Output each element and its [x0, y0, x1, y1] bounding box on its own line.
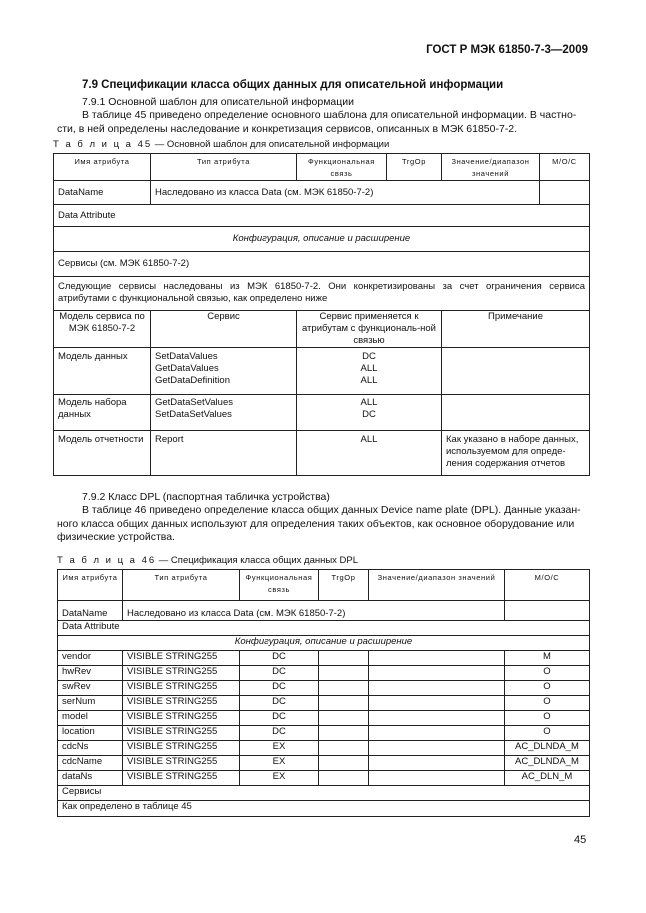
table-46-caption: [57, 555, 358, 566]
table-row: Сервисы: [58, 786, 590, 801]
table-45-header-row: [54, 154, 590, 181]
table-row: location VISIBLE STRING255 DC O: [58, 726, 590, 741]
subsection-title-1: 7.9.1 Основной шаблон для описательной информации: [82, 96, 355, 108]
table-row: swRev VISIBLE STRING255 DC O: [58, 681, 590, 696]
paragraph-2-line-3: физические устройства.: [57, 531, 175, 543]
table-45-label: Т а б л и ц а 45: [53, 139, 153, 150]
page-header: ГОСТ Р МЭК 61850-7-3—2009: [426, 44, 588, 56]
table-row: Сервисы (см. МЭК 61850-7-2): [54, 252, 590, 277]
table-46-label: Т а б л и ц а 46: [57, 555, 157, 566]
table-row: DataName Наследовано из класса Data (см. МЭК 61850-7-2): [54, 181, 590, 205]
table-46-header-row: Имя атрибута Тип атрибута Функциональная связь TrgOp Значение/диапазон значений M/O/C: [58, 570, 590, 601]
col-fc: Функциональная связь: [297, 154, 387, 181]
table-45-caption-text: — Основной шаблон для описательной информации: [152, 139, 390, 150]
table-row: Следующие сервисы наследованы из МЭК 61850-7-2. Они конкретизированы за счет ограничения сервиса атрибутами с функциональной связью, как определено ниже: [54, 277, 590, 311]
paragraph-2-line-1: В таблице 46 приведено определение класса общих данных Device name plate (DPL). Данные указан-: [82, 504, 581, 516]
service-header-row: Модель сервиса по МЭК 61850-7-2 Сервис Сервис применяется к атрибутам с функциональ-ной связью Примечание: [54, 311, 590, 348]
table-row: Конфигурация, описание и расширение: [54, 227, 590, 252]
table-45: [53, 153, 590, 476]
table-row: Конфигурация, описание и расширение: [58, 636, 590, 651]
col-trgop: TrgOp: [387, 154, 442, 181]
table-46: [57, 569, 590, 817]
paragraph-1-line-1: В таблице 45 приведено определение основного шаблона для описательной информации. В частно-: [82, 109, 577, 121]
subsection-title-2: 7.9.2 Класс DPL (паспортная табличка устройства): [82, 491, 330, 503]
paragraph-2-line-2: ного класса общих данных используют для определения таких объектов, как основное оборудование или: [57, 518, 575, 530]
table-row: cdcName VISIBLE STRING255 EX AC_DLNDA_M: [58, 756, 590, 771]
service-row: Модель отчетности Report ALL Как указано в наборе данных, используемом для опреде-ления содержания отчетов: [54, 431, 590, 476]
col-attr-type: Тип атрибута: [151, 154, 297, 181]
table-row: cdcNs VISIBLE STRING255 EX AC_DLNDA_M: [58, 741, 590, 756]
table-row: Как определено в таблице 45: [58, 801, 590, 817]
table-row: DataName Наследовано из класса Data (см. МЭК 61850-7-2): [58, 601, 590, 621]
section-title: 7.9 Спецификации класса общих данных для описательной информации: [82, 79, 504, 91]
table-row: vendor VISIBLE STRING255 DC M: [58, 651, 590, 666]
col-moc: M/O/C: [540, 154, 590, 181]
page-number: 45: [574, 834, 587, 846]
table-row: model VISIBLE STRING255 DC O: [58, 711, 590, 726]
table-row: Data Attribute: [54, 205, 590, 227]
table-46-caption-text: — Спецификация класса общих данных DPL: [156, 555, 359, 566]
service-row: Модель набора данных GetDataSetValues SetDataSetValues ALL DC: [54, 395, 590, 431]
paragraph-1-line-2: сти, в ней определены наследование и конкретизация сервисов, описанных в МЭК 61850-7-2.: [57, 123, 518, 135]
table-45-caption: [53, 139, 389, 150]
col-value-range: Значение/диапазон значений: [442, 154, 540, 181]
table-row: dataNs VISIBLE STRING255 EX AC_DLN_M: [58, 771, 590, 786]
table-row: Data Attribute: [58, 621, 590, 636]
table-row: hwRev VISIBLE STRING255 DC O: [58, 666, 590, 681]
col-attr-name: Имя атрибута: [54, 154, 151, 181]
table-row: serNum VISIBLE STRING255 DC O: [58, 696, 590, 711]
service-row: Модель данных SetDataValues GetDataValues GetDataDefinition DC ALL ALL: [54, 348, 590, 395]
